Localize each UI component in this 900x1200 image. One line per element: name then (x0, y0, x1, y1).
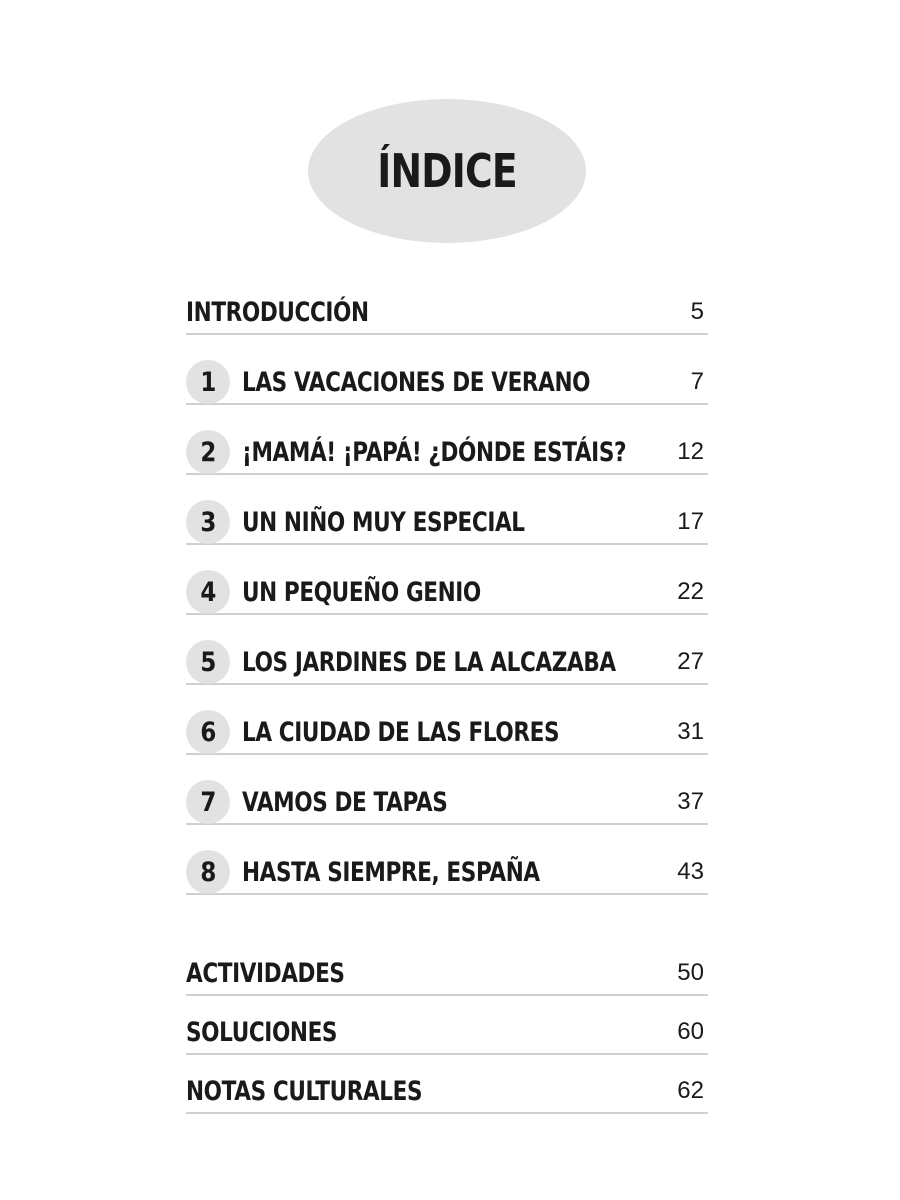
chapter-number: 4 (200, 576, 216, 608)
toc-row-chapter-5[interactable] (186, 641, 708, 685)
toc-page-number: 50 (677, 959, 704, 986)
toc-row-chapter-1[interactable] (186, 361, 708, 405)
toc-page-number: 22 (677, 578, 704, 605)
toc-row-chapter-4[interactable] (186, 571, 708, 615)
chapter-number-badge (186, 430, 230, 474)
chapter-number-badge (186, 850, 230, 894)
chapter-number-badge (186, 500, 230, 544)
chapter-number: 6 (200, 716, 216, 748)
toc-label: LA CIUDAD DE LAS FLORES (242, 716, 560, 748)
chapter-number: 7 (200, 786, 216, 818)
toc-row-intro[interactable] (186, 291, 708, 335)
toc-row-chapter-2[interactable] (186, 431, 708, 475)
chapter-number-badge (186, 570, 230, 614)
toc-page-number: 12 (677, 438, 704, 465)
toc-page-number: 7 (690, 368, 704, 395)
toc-row-soluciones[interactable] (186, 1011, 708, 1055)
toc-label: INTRODUCCIÓN (186, 296, 369, 328)
toc-page-number: 62 (677, 1077, 704, 1104)
toc-label: NOTAS CULTURALES (186, 1075, 423, 1107)
toc-page-number: 31 (677, 718, 704, 745)
toc-page-number: 17 (677, 508, 704, 535)
toc-label: ACTIVIDADES (186, 957, 345, 989)
toc-page-number: 27 (677, 648, 704, 675)
toc-page-number: 60 (677, 1018, 704, 1045)
toc-label: UN PEQUEÑO GENIO (242, 576, 481, 608)
toc-label: VAMOS DE TAPAS (242, 786, 448, 818)
toc-row-chapter-8[interactable] (186, 851, 708, 895)
toc-row-actividades[interactable] (186, 952, 708, 996)
chapter-number: 3 (200, 506, 216, 538)
toc-label: UN NIÑO MUY ESPECIAL (242, 506, 525, 538)
toc-row-chapter-6[interactable] (186, 711, 708, 755)
toc-page-number: 37 (677, 788, 704, 815)
title-oval (308, 99, 586, 243)
chapter-number: 2 (200, 436, 216, 468)
chapter-number: 1 (200, 366, 216, 398)
chapter-number: 8 (200, 856, 216, 888)
chapter-number-badge (186, 640, 230, 684)
toc-label: SOLUCIONES (186, 1016, 338, 1048)
toc-label: ¡MAMÁ! ¡PAPÁ! ¿DÓNDE ESTÁIS? (242, 436, 627, 468)
toc-label: LAS VACACIONES DE VERANO (242, 366, 591, 398)
chapter-number-badge (186, 710, 230, 754)
toc-page-number: 43 (677, 858, 704, 885)
chapter-number-badge (186, 780, 230, 824)
toc-row-notas-culturales[interactable] (186, 1070, 708, 1114)
toc-label: HASTA SIEMPRE, ESPAÑA (242, 856, 540, 888)
toc-page-number: 5 (690, 298, 704, 325)
page-title: ÍNDICE (377, 144, 517, 198)
toc-row-chapter-7[interactable] (186, 781, 708, 825)
chapter-number-badge (186, 360, 230, 404)
toc-row-chapter-3[interactable] (186, 501, 708, 545)
chapter-number: 5 (200, 646, 216, 678)
toc-label: LOS JARDINES DE LA ALCAZABA (242, 646, 616, 678)
